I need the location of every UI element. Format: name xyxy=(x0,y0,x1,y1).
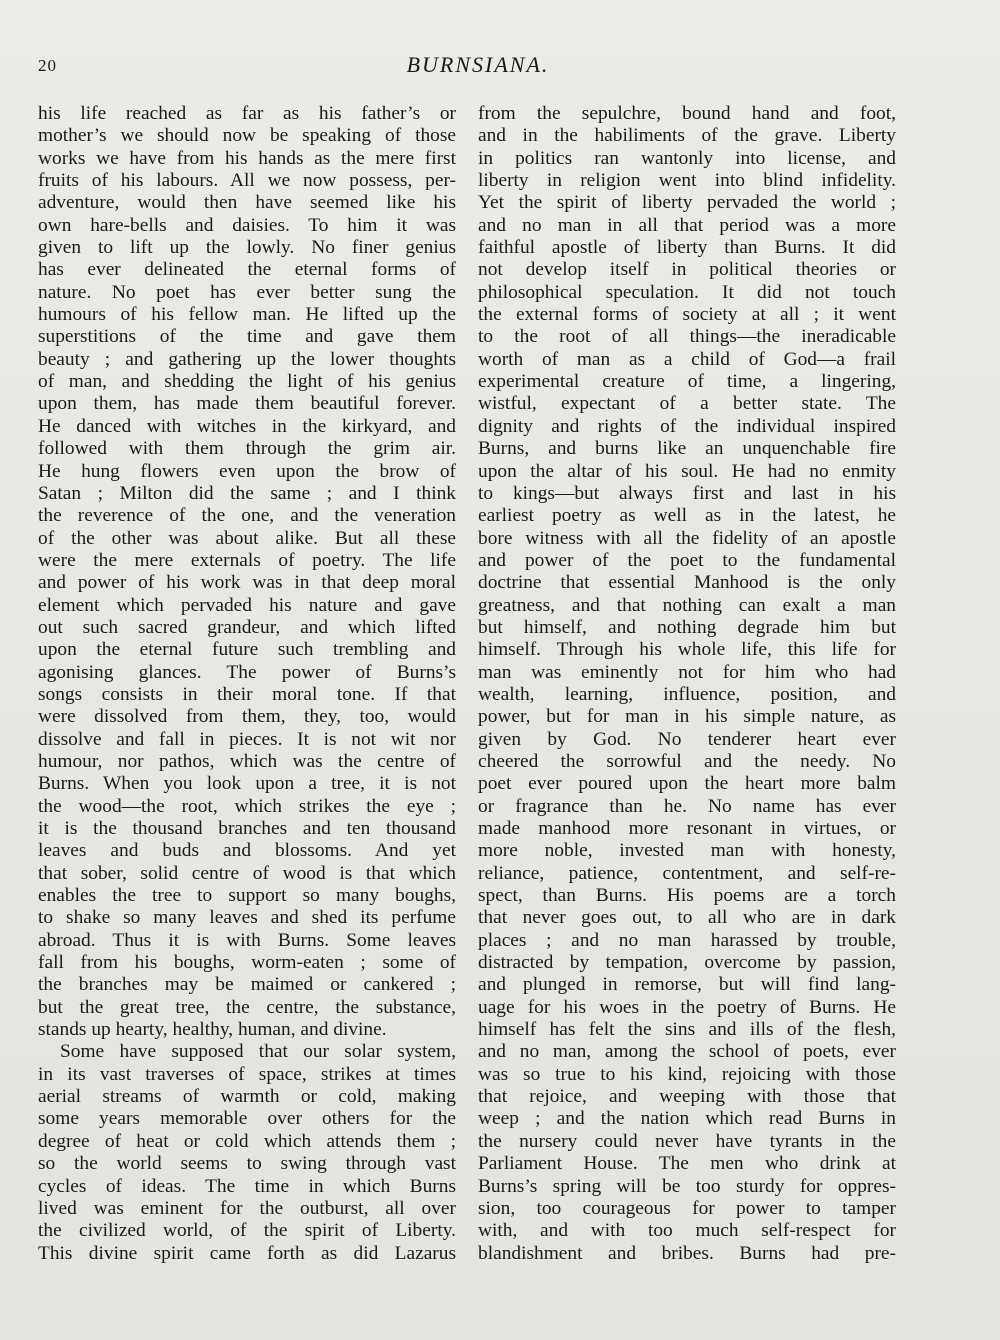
text-line: has ever delineated the eternal forms of xyxy=(38,259,456,281)
text-line: agonising glances. The power of Burns’s xyxy=(38,661,456,683)
page-number: 20 xyxy=(38,56,57,75)
text-line: dignity and rights of the individual inspired xyxy=(478,415,896,437)
text-line: Some have supposed that our solar system, xyxy=(60,1041,456,1063)
text-line: songs consists in their moral tone. If that xyxy=(38,683,456,705)
text-line: aerial streams of warmth or cold, making xyxy=(38,1086,456,1108)
text-line: own hare-bells and daisies. To him it was xyxy=(38,214,456,236)
text-line: Burns. When you look upon a tree, it is not xyxy=(38,773,456,795)
text-line: not develop itself in political theories or xyxy=(478,259,896,281)
text-line: distracted by tempation, overcome by passion, xyxy=(478,952,896,974)
text-line: reliance, patience, contentment, and self-re- xyxy=(478,862,896,884)
text-line: earliest poetry as well as in the latest, he xyxy=(478,505,896,527)
text-line: given by God. No tenderer heart ever xyxy=(478,728,896,750)
text-line: was so true to his kind, rejoicing with those xyxy=(478,1063,896,1085)
text-line: abroad. Thus it is with Burns. Some leaves xyxy=(38,929,456,951)
text-line: bore witness with all the fidelity of an apostle xyxy=(478,527,896,549)
text-line: to the root of all things—the ineradicable xyxy=(478,326,896,348)
text-line: the branches may be maimed or cankered ; xyxy=(38,974,456,996)
text-line: adventure, would then have seemed like his xyxy=(38,192,456,214)
text-line: works we have from his hands as the mere first xyxy=(38,147,456,169)
text-line: were the mere externals of poetry. The life xyxy=(38,549,456,571)
text-line: liberty in religion went into blind infidelity. xyxy=(478,170,896,192)
text-line: fall from his boughs, worm-eaten ; some of xyxy=(38,952,456,974)
text-line: lived was eminent for the outburst, all over xyxy=(38,1197,456,1219)
text-line: made manhood more resonant in virtues, or xyxy=(478,818,896,839)
text-line: He danced with witches in the kirkyard, and xyxy=(38,415,456,437)
text-line: Satan ; Milton did the same ; and I think xyxy=(38,482,456,504)
text-line: out such sacred grandeur, and which lifted xyxy=(38,616,456,638)
text-line: superstitions of the time and gave them xyxy=(38,326,456,348)
text-line: his life reached as far as his father’s or xyxy=(38,103,456,124)
text-line: leaves and buds and blossoms. And yet xyxy=(38,840,456,862)
text-line: humour, nor pathos, which was the centre of xyxy=(38,750,456,772)
text-line: the reverence of the one, and the veneration xyxy=(38,505,456,527)
text-line: and power of the poet to the fundamental xyxy=(478,549,896,571)
text-line: in politics ran wantonly into license, and xyxy=(478,147,896,169)
text-line: given to lift up the lowly. No finer genius xyxy=(38,237,456,259)
text-line: uage for his woes in the poetry of Burns. He xyxy=(478,996,896,1018)
text-line: himself. Through his whole life, this life for xyxy=(478,639,896,661)
text-line: and no man in all that period was a more xyxy=(478,214,896,236)
text-line: some years memorable over others for the xyxy=(38,1108,456,1130)
text-line: He hung flowers even upon the brow of xyxy=(38,460,456,482)
text-line: upon the altar of his soul. He had no enmity xyxy=(478,460,896,482)
text-line: that never goes out, to all who are in dark xyxy=(478,907,896,929)
text-line: but the great tree, the centre, the substance, xyxy=(38,996,456,1018)
text-line: Burns, and burns like an unquenchable fire xyxy=(478,438,896,460)
text-line: but himself, and nothing degrade him but xyxy=(478,616,896,638)
text-line: Parliament House. The men who drink at xyxy=(478,1153,896,1175)
text-line: enables the tree to support so many boughs, xyxy=(38,885,456,907)
text-line: places ; and no man harassed by trouble, xyxy=(478,929,896,951)
text-line: wistful, expectant of a better state. The xyxy=(478,393,896,415)
text-line: of the other was about alike. But all these xyxy=(38,527,456,549)
text-line: experimental creature of time, a lingering, xyxy=(478,371,896,393)
text-line: blandishment and bribes. Burns had pre- xyxy=(478,1242,896,1264)
text-line: dissolve and fall in pieces. It is not wit nor xyxy=(38,728,456,750)
text-line: the nursery could never have tyrants in the xyxy=(478,1130,896,1152)
text-line: spect, than Burns. His poems are a torch xyxy=(478,885,896,907)
text-line: with, and with too much self-respect for xyxy=(478,1220,896,1242)
text-line: the civilized world, of the spirit of Liberty. xyxy=(38,1220,456,1242)
text-line: cheered the sorrowful and the needy. No xyxy=(478,750,896,772)
text-line: the external forms of society at all ; it went xyxy=(478,304,896,326)
text-line: so the world seems to swing through vast xyxy=(38,1153,456,1175)
text-line: mother’s we should now be speaking of those xyxy=(38,125,456,147)
text-line: himself has felt the sins and ills of the flesh, xyxy=(478,1019,896,1041)
text-line: This divine spirit came forth as did Lazarus xyxy=(38,1242,456,1264)
text-line: degree of heat or cold which attends them ; xyxy=(38,1130,456,1152)
text-line: were dissolved from them, they, too, would xyxy=(38,706,456,728)
text-line: philosophical speculation. It did not touch xyxy=(478,281,896,303)
left-text-column xyxy=(38,103,456,1265)
text-line: upon them, has made them beautiful forever. xyxy=(38,393,456,415)
text-line: beauty ; and gathering up the lower thoughts xyxy=(38,348,456,370)
text-line: worth of man as a child of God—a frail xyxy=(478,348,896,370)
text-line: the wood—the root, which strikes the eye ; xyxy=(38,795,456,817)
text-line: greatness, and that nothing can exalt a man xyxy=(478,594,896,616)
running-title: BURNSIANA. xyxy=(406,52,550,77)
text-line: to kings—but always first and last in his xyxy=(478,482,896,504)
text-line: to shake so many leaves and shed its perfume xyxy=(38,907,456,929)
text-line: that sober, solid centre of wood is that which xyxy=(38,862,456,884)
text-line: fruits of his labours. All we now possess, per- xyxy=(38,170,456,192)
text-line: weep ; and the nation which read Burns in xyxy=(478,1108,896,1130)
text-line: in its vast traverses of space, strikes at times xyxy=(38,1063,456,1085)
text-line: Yet the spirit of liberty pervaded the world ; xyxy=(478,192,896,214)
text-line: sion, too courageous for power to tamper xyxy=(478,1197,896,1219)
text-line: Burns’s spring will be too sturdy for oppres- xyxy=(478,1175,896,1197)
text-line: and plunged in remorse, but will find lang- xyxy=(478,974,896,996)
text-line: element which pervaded his nature and gave xyxy=(38,594,456,616)
text-line: more noble, invested man with honesty, xyxy=(478,840,896,862)
text-line: that rejoice, and weeping with those that xyxy=(478,1086,896,1108)
running-head xyxy=(38,52,918,86)
text-line: faithful apostle of liberty than Burns. It did xyxy=(478,237,896,259)
text-line: humours of his fellow man. He lifted up the xyxy=(38,304,456,326)
text-line: wealth, learning, influence, position, and xyxy=(478,683,896,705)
text-line: stands up hearty, healthy, human, and divine. xyxy=(38,1019,387,1041)
right-text-column xyxy=(478,103,896,1265)
text-line: or fragrance than he. No name has ever xyxy=(478,795,896,817)
text-line: nature. No poet has ever better sung the xyxy=(38,281,456,303)
text-line: and in the habiliments of the grave. Liberty xyxy=(478,125,896,147)
text-line: upon the eternal future such trembling and xyxy=(38,639,456,661)
text-line: man was eminently not for him who had xyxy=(478,661,896,683)
text-line: cycles of ideas. The time in which Burns xyxy=(38,1175,456,1197)
text-line: and power of his work was in that deep moral xyxy=(38,572,456,594)
text-line: followed with them through the grim air. xyxy=(38,438,456,460)
text-line: power, but for man in his simple nature, as xyxy=(478,706,896,728)
text-line: of man, and shedding the light of his genius xyxy=(38,371,456,393)
text-line: doctrine that essential Manhood is the only xyxy=(478,572,896,594)
text-line: poet ever poured upon the heart more balm xyxy=(478,773,896,795)
text-line: it is the thousand branches and ten thousand xyxy=(38,818,456,839)
text-line: from the sepulchre, bound hand and foot, xyxy=(478,103,896,124)
text-line: and no man, among the school of poets, ever xyxy=(478,1041,896,1063)
